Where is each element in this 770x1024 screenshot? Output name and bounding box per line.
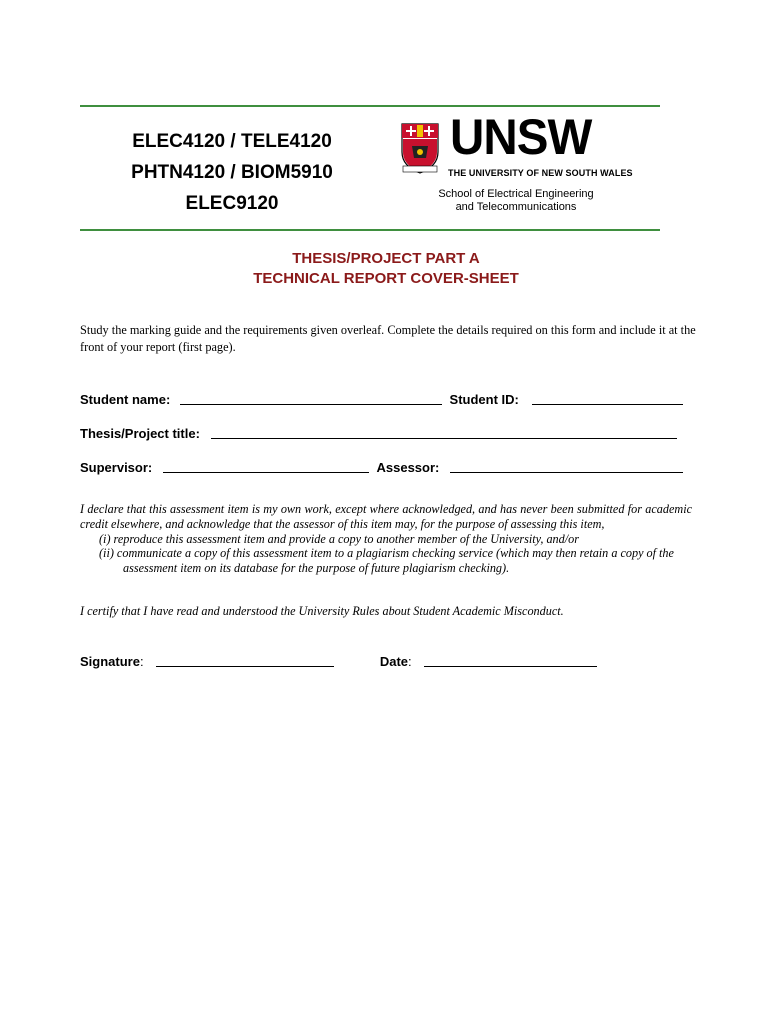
bottom-divider — [80, 229, 660, 231]
course-code-line-1: ELEC4120 / TELE4120 — [132, 131, 332, 152]
document-title-line-1: THESIS/PROJECT PART A — [292, 250, 480, 267]
school-name — [425, 188, 607, 214]
assessor-field[interactable] — [450, 460, 683, 473]
project-title-label: Thesis/Project title: — [80, 426, 200, 441]
supervisor-field[interactable] — [163, 460, 369, 473]
student-name-field[interactable] — [180, 392, 442, 405]
university-name: THE UNIVERSITY OF NEW SOUTH WALES — [448, 168, 633, 178]
supervisor-label: Supervisor: — [80, 460, 153, 475]
school-name-line-1: School of Electrical Engineering — [438, 188, 594, 200]
unsw-wordmark: UNSW — [450, 109, 592, 165]
document-title-line-2: TECHNICAL REPORT COVER-SHEET — [253, 270, 519, 287]
project-title-row — [80, 426, 677, 441]
unsw-crest-icon — [400, 122, 440, 174]
date-label: Date — [379, 654, 409, 669]
signature-colon: : — [139, 654, 144, 669]
signature-row — [80, 654, 597, 669]
certification-statement: I certify that I have read and understood the University Rules about Student Academic Misconduct. — [80, 604, 564, 618]
date-field[interactable] — [424, 654, 597, 667]
intro-paragraph: Study the marking guide and the requirements given overleaf. Complete the details required on this form and include it at the front of your report (first page). — [80, 323, 696, 354]
course-code-line-3: ELEC9120 — [185, 193, 279, 214]
student-id-label: Student ID: — [449, 392, 519, 407]
declaration — [80, 502, 692, 576]
declaration-text: I declare that this assessment item is my own work, except where acknowledged, and has never been submitted for academic credit elsewhere, and acknowledge that the assessor of this item may, for the purpose of assessing this item, — [80, 502, 692, 531]
school-name-line-2: and Telecommunications — [455, 201, 577, 213]
signature-field[interactable] — [156, 654, 334, 667]
signature-label: Signature — [80, 654, 140, 669]
declaration-item-2: (ii) communicate a copy of this assessment item to a plagiarism checking service (which may then retain a copy of the assessment item on its database for the purpose of future plagiarism checking). — [99, 546, 674, 576]
student-id-field[interactable] — [532, 392, 683, 405]
project-title-field[interactable] — [211, 426, 677, 439]
assessor-label: Assessor: — [376, 460, 440, 475]
top-divider — [80, 105, 660, 107]
date-colon: : — [408, 654, 412, 669]
declaration-item-1: (i) reproduce this assessment item and provide a copy to another member of the University, and/or — [99, 531, 579, 546]
course-code-line-2: PHTN4120 / BIOM5910 — [131, 162, 333, 183]
supervisor-row — [80, 460, 683, 475]
student-row — [80, 392, 683, 407]
student-name-label: Student name: — [80, 392, 171, 407]
